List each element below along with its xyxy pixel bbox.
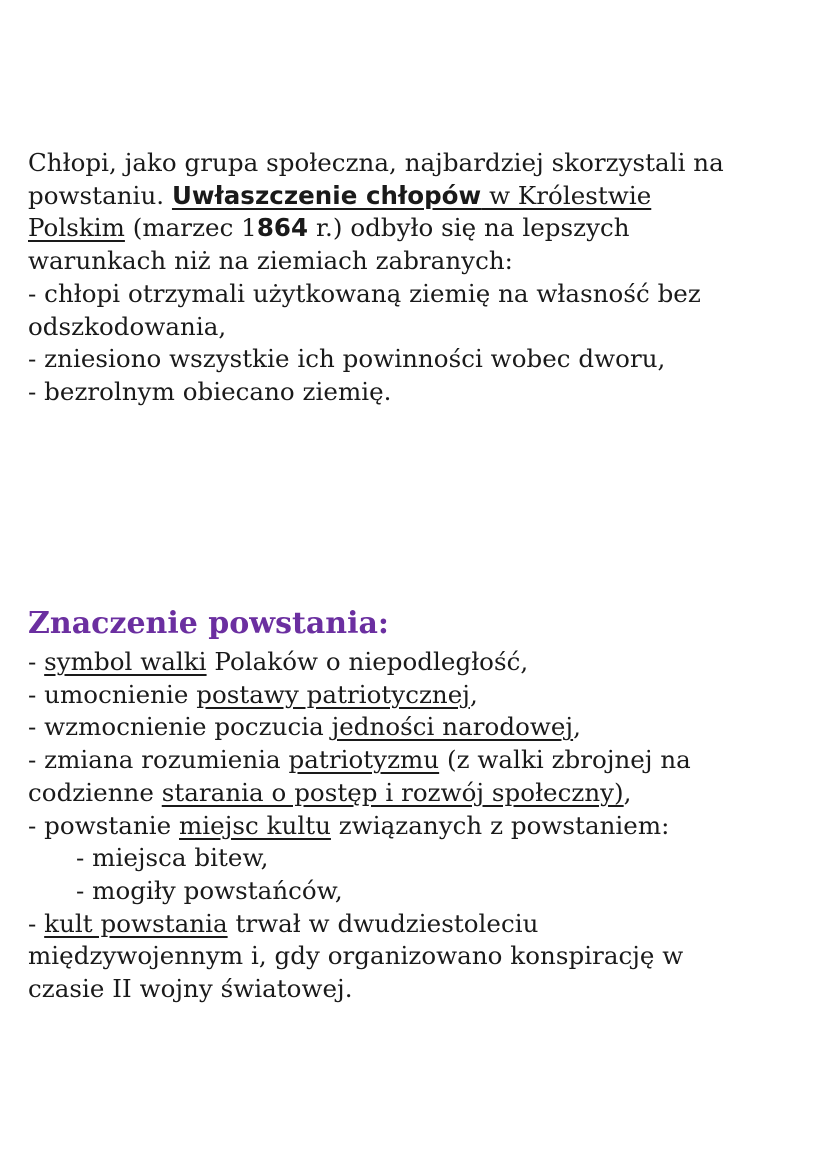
text-line: powstaniu. Uwłaszczenie chłopów w Królestwie	[28, 180, 652, 210]
list-item: - bezrolnym obiecano ziemię.	[28, 376, 392, 406]
list-item: - zmiana rozumienia patriotyzmu (z walki zbrojnej na	[28, 745, 691, 775]
list-item: - symbol walki Polaków o niepodległość,	[28, 647, 529, 676]
text-line: czasie II wojny światowej.	[28, 974, 353, 1004]
text-line: Polskim (marzec 1864 r.) odbyło się na lepszych	[28, 213, 630, 243]
list-item: - umocnienie postawy patriotycznej,	[28, 679, 478, 709]
text-line: warunkach niż na ziemiach zabranych:	[28, 246, 513, 276]
text-line: odszkodowania,	[28, 311, 227, 341]
sub-list-item: - miejsca bitew,	[76, 843, 269, 873]
emphasis-year: 864	[256, 213, 309, 243]
text-line: codzienne starania o postęp i rozwój społeczny),	[28, 777, 632, 807]
section-heading: Znaczenie powstania:	[28, 606, 389, 641]
list-item: - zniesiono wszystkie ich powinności wobec dworu,	[28, 344, 666, 374]
paragraph-peasants	[28, 147, 808, 409]
emphasis-enfranchisement: Uwłaszczenie chłopów	[171, 180, 482, 210]
list-item: - wzmocnienie poczucia jedności narodowej,	[28, 712, 581, 742]
list-item: - chłopi otrzymali użytkowaną ziemię na własność bez	[28, 278, 701, 308]
section-significance	[28, 602, 808, 1006]
list-item: - powstanie miejsc kultu związanych z powstaniem:	[28, 810, 670, 840]
text-line: Chłopi, jako grupa społeczna, najbardziej skorzystali na	[28, 148, 724, 177]
text-line: międzywojennym i, gdy organizowano konspirację w	[28, 941, 684, 971]
list-item: - kult powstania trwał w dwudziestoleciu	[28, 908, 539, 938]
sub-list-item: - mogiły powstańców,	[76, 875, 343, 905]
